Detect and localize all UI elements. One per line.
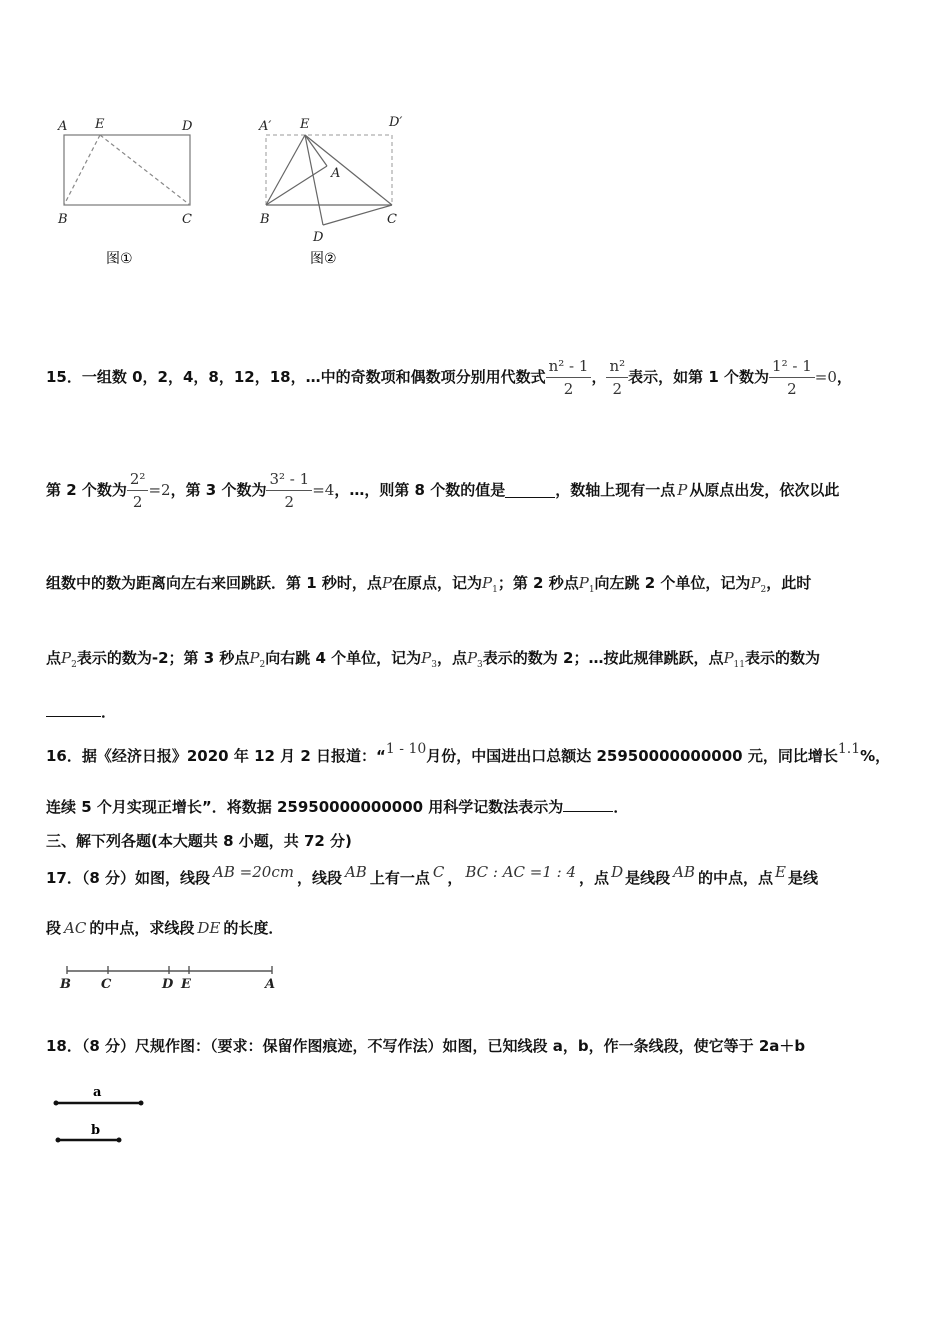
q15-line-5: ． xyxy=(46,702,116,722)
fig2-label-A1: A′ xyxy=(259,119,272,134)
q16-line-1: 16．据《经济日报》2020 年 12 月 2 日报道：“1 - 10月份，中国进出口总额达 25950000000000 元，同比增长1.1%， xyxy=(46,741,891,765)
fig1-label-A: A xyxy=(58,119,68,134)
q15-frac-second: $\frac{\text{2²}}{2}$ xyxy=(127,468,149,513)
fig2-label-A: A xyxy=(331,166,341,181)
figure-2 xyxy=(255,110,425,270)
fig2-label-B: B xyxy=(260,212,270,227)
segment-b-label: b xyxy=(91,1123,101,1138)
q17-line-2: 段 AC 的中点，求线段 DE 的长度． xyxy=(46,919,284,937)
fig1-label-C: C xyxy=(182,212,192,227)
q17-label-D: D xyxy=(162,977,174,992)
answer-blank[interactable] xyxy=(505,483,555,498)
q15-frac-first: $\frac{\text{1² - 1}}{2}$ xyxy=(769,355,815,400)
segment-a-label: a xyxy=(93,1085,102,1100)
q17-label-A: A xyxy=(265,977,276,992)
q15-line-2: 第 2 个数为 $\frac{\text{2²}}{2}$ =2 ，第 3 个数为 $\frac{\text{3² - 1}}{2}$ =4 ，…，则第 8 个数的值是 ，数轴上现有一点 P 从原点出发，依次以此 xyxy=(46,469,840,511)
figure-1 xyxy=(50,110,210,270)
answer-blank[interactable] xyxy=(563,797,613,812)
q17-line-1: 17．（8 分）如图，线段 AB =20cm ，线段 AB 上有一点 C ， BC : AC =1 : 4 ，点 D 是线段 AB 的中点，点 E 是线 xyxy=(46,863,818,887)
fig1-label-E: E xyxy=(95,117,105,132)
q15-line-4: 点$P_2$表示的数为-2；第 3 秒点$P_2$向右跳 4 个单位，记为$P_3$，点$P_3$表示的数为 2；…按此规律跳跃，点$P_{11}$表示的数为 xyxy=(46,649,821,670)
q15-line-1: 15．一组数 0，2，4，8，12，18，…中的奇数项和偶数项分别用代数式 $\frac{\text{n² - 1}}{2}$ ， $\frac{\text{n²}}{2}$ 表示，如第 1 个数为 $\frac{\text{1² - 1}}{2}$ =0 ， xyxy=(46,356,852,398)
q17-segment-figure xyxy=(55,960,285,996)
q15-frac-odd: $\frac{\text{n² - 1}}{2}$ xyxy=(546,355,592,400)
q15-frac-even: $\frac{\text{n²}}{2}$ xyxy=(606,355,628,400)
q18-text: 18．（8 分）尺规作图：（要求：保留作图痕迹，不写作法）如图，已知线段 a，b，作一条线段，使它等于 2a＋b xyxy=(46,1037,806,1055)
fig1-label-D: D xyxy=(182,119,193,134)
q15-line-3: 组数中的数为距离向左右来回跳跃．第 1 秒时，点P在原点，记为$P_1$；第 2 秒点$P_1$向左跳 2 个单位，记为$P_2$，此时 xyxy=(46,574,812,595)
q15-text: 15．一组数 0，2，4，8，12，18，…中的奇数项和偶数项分别用代数式 xyxy=(46,368,546,386)
fig2-label-D: D xyxy=(313,230,324,245)
fig1-caption: 图① xyxy=(106,251,133,267)
fig2-label-C: C xyxy=(387,212,397,227)
q16-line-2: 连续 5 个月实现正增长”．将数据 25950000000000 用科学记数法表示为 ． xyxy=(46,798,629,816)
answer-blank[interactable] xyxy=(46,702,101,717)
fig2-label-D1: D′ xyxy=(389,115,403,130)
fig2-caption: 图② xyxy=(310,251,337,267)
fig2-label-E: E xyxy=(300,117,310,132)
q17-label-E: E xyxy=(181,977,191,992)
section-heading: 三、解下列各题(本大题共 8 小题，共 72 分) xyxy=(46,832,352,850)
q17-label-B: B xyxy=(60,977,71,992)
q15-frac-third: $\frac{\text{3² - 1}}{2}$ xyxy=(266,468,312,513)
q17-label-C: C xyxy=(101,977,112,992)
fig1-label-B: B xyxy=(58,212,68,227)
q18-segments xyxy=(50,1080,160,1150)
